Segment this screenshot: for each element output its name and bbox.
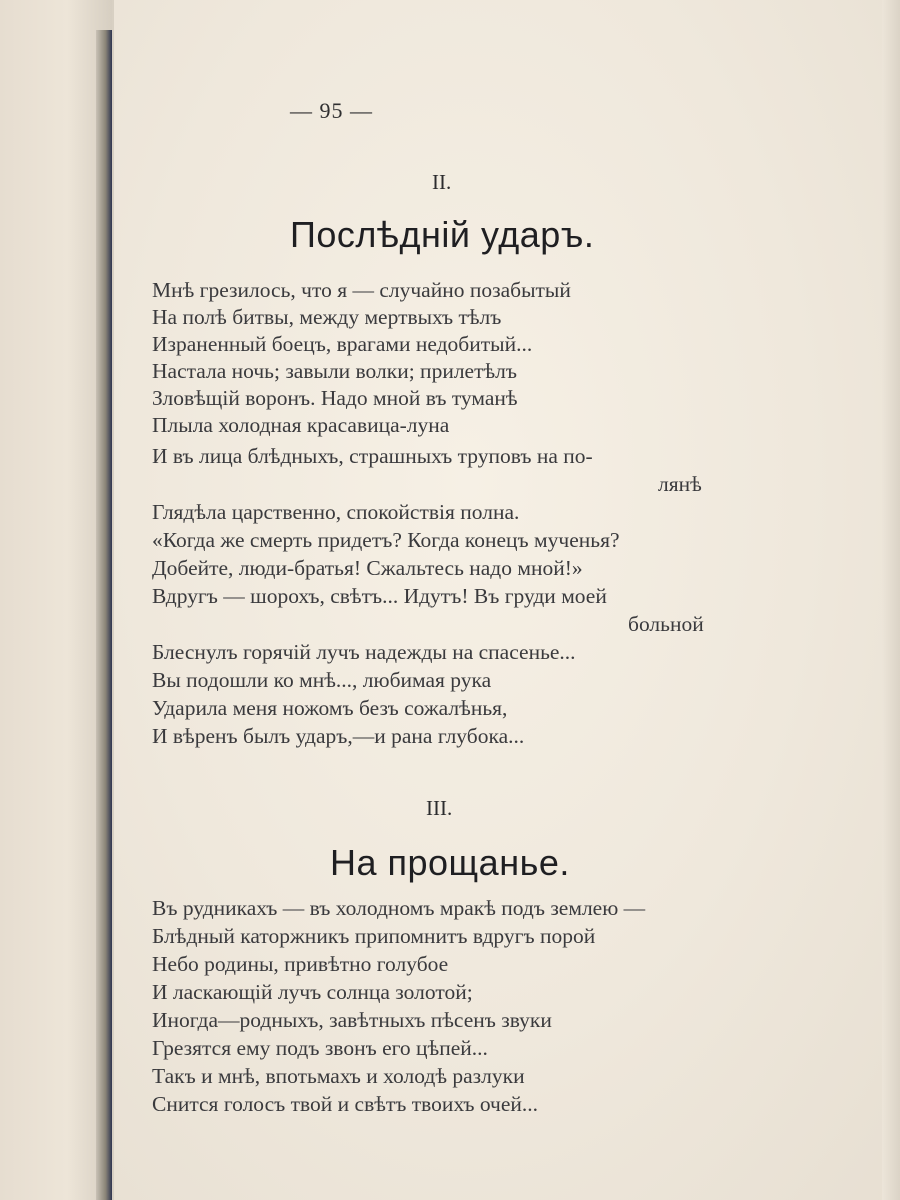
verse-line-continuation: лянѣ [658,472,702,496]
section-number: III. [426,796,453,820]
verse-line: Снится голосъ твой и свѣтъ твоихъ очей... [152,1092,539,1116]
page-edge [882,0,900,1200]
verse-line: Грезятся ему подъ звонъ его цѣпей... [152,1036,488,1060]
verse-line: На полѣ битвы, между мертвыхъ тѣлъ [152,305,502,329]
verse-line: Блеснулъ горячій лучъ надежды на спасенье... [152,640,576,664]
verse-line: Вдругъ — шорохъ, свѣтъ... Идутъ! Въ груди моей [152,584,607,608]
verse-line: И въ лица блѣдныхъ, страшныхъ труповъ на по- [152,444,593,468]
verse-line: И ласкающій лучъ солнца золотой; [152,980,473,1004]
book-spine [96,30,112,1200]
verse-line: Добейте, люди-братья! Сжальтесь надо мной!» [152,556,583,580]
verse-line: Вы подошли ко мнѣ..., любимая рука [152,668,492,692]
page-number: — 95 — [290,98,373,123]
verse-line: Въ рудникахъ — въ холодномъ мракѣ подъ землею — [152,896,646,920]
verse-line: Глядѣла царственно, спокойствія полна. [152,500,520,524]
verse-line: Иногда—родныхъ, завѣтныхъ пѣсенъ звуки [152,1008,552,1032]
poem-title: На прощанье. [330,842,570,883]
section-number: II. [432,170,452,194]
verse-line: Мнѣ грезилось, что я — случайно позабытый [152,278,571,302]
poem-title: Послѣдній ударъ. [290,214,595,255]
verse-line-continuation: больной [628,612,704,636]
verse-line: И вѣренъ былъ ударъ,—и рана глубока... [152,724,525,748]
verse-line: Плыла холодная красавица-луна [152,413,450,437]
verse-line: Зловѣщій воронъ. Надо мной въ туманѣ [152,386,518,410]
verse-line: Настала ночь; завыли волки; прилетѣлъ [152,359,518,383]
verse-line: Небо родины, привѣтно голубое [152,952,449,976]
verse-line: «Когда же смерть придетъ? Когда конецъ мученья? [152,528,620,552]
verse-line: Ударила меня ножомъ безъ сожалѣнья, [152,696,508,720]
verse-line: Такъ и мнѣ, впотьмахъ и холодѣ разлуки [152,1064,525,1088]
verse-line: Блѣдный каторжникъ припомнитъ вдругъ порой [152,924,596,948]
verse-line: Израненный боецъ, врагами недобитый... [152,332,533,356]
